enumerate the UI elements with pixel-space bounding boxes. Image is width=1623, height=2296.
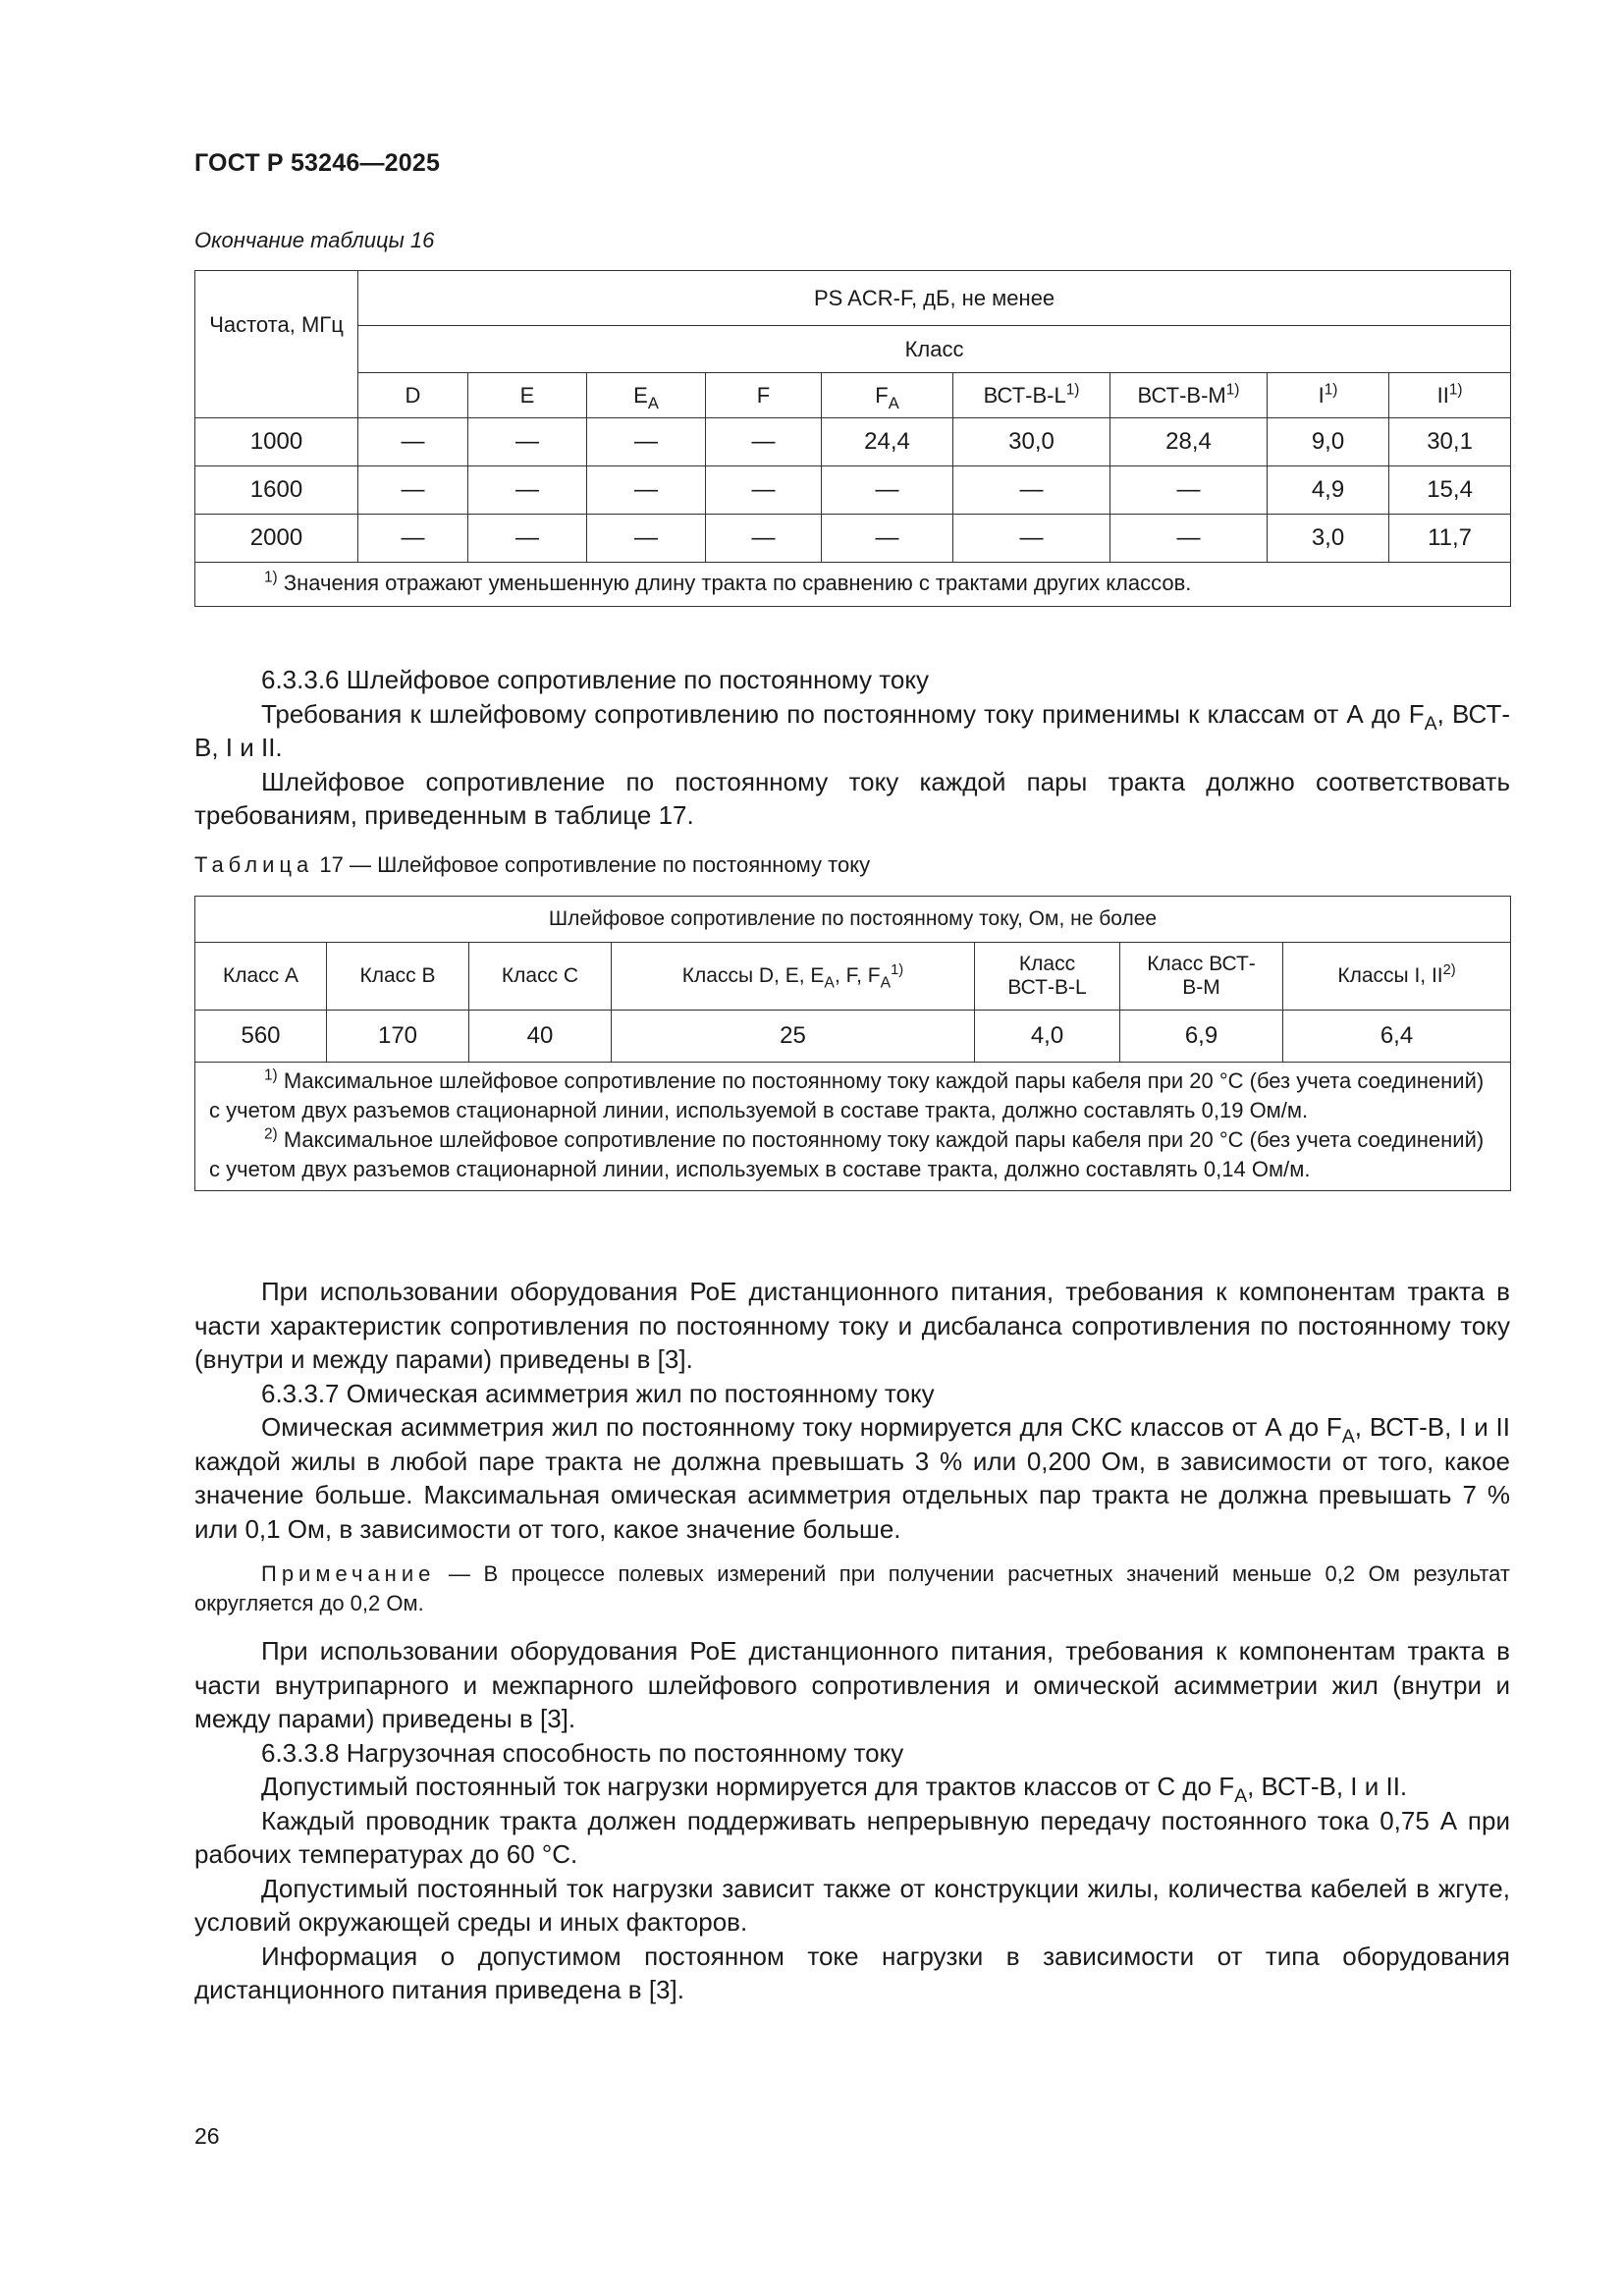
class-a-header: Класс А: [195, 943, 327, 1011]
paragraph: Каждый проводник тракта должен поддерживать непрерывную передачу постоянного тока 0,75 А при рабочих температурах до 60 °С.: [194, 1805, 1510, 1869]
value-cell: 560: [195, 1011, 327, 1063]
paragraph: Допустимый постоянный ток нагрузки зависит также от конструкции жилы, количества кабелей в жгуте, условий окружающей среды и иных факторов.: [194, 1873, 1510, 1937]
value-cell: —: [358, 466, 468, 515]
value-cell: —: [587, 466, 706, 515]
value-cell: —: [1110, 466, 1268, 515]
section-heading: 6.3.3.6 Шлейфовое сопротивление по постоянному току: [261, 665, 930, 694]
class-col-header: D: [358, 373, 468, 418]
value-cell: —: [1110, 515, 1268, 563]
class-b-header: Класс В: [327, 943, 469, 1011]
value-cell: 3,0: [1268, 515, 1389, 563]
body-text: [194, 1275, 1510, 2007]
table-17-title: Таблица 17 — Шлейфовое сопротивление по постоянному току: [194, 852, 871, 877]
section-heading: 6.3.3.7 Омическая асимметрия жил по постоянному току: [261, 1378, 935, 1408]
note: Примечание — В процессе полевых измерений при получении расчетных значений меньше 0,2 Ом результат округляется до 0,2 Ом.: [194, 1561, 1510, 1615]
paragraph: Информация о допустимом постоянном токе нагрузки в зависимости от типа оборудования дистанционного питания приведена в [3].: [194, 1941, 1510, 2004]
value-cell: —: [706, 515, 822, 563]
value-cell: 4,0: [975, 1011, 1120, 1063]
class-col-header: II$^{1)}$: [1389, 373, 1511, 418]
page-number: 26: [194, 2123, 220, 2149]
value-cell: —: [706, 466, 822, 515]
document-code: ГОСТ Р 53246—2025: [194, 149, 441, 177]
frequency-header: Частота, МГц: [195, 271, 358, 418]
paragraph: При использовании оборудования РоЕ дистанционного питания, требования к компонентам тракта в части внутрипарного и межпарного шлейфового сопротивления и омической асимметрии жил (внутри и между парами) приведены в [3].: [194, 1636, 1510, 1733]
value-cell: —: [822, 466, 953, 515]
class-col-header: ВСТ-$В-М^{1)}$: [1110, 373, 1268, 418]
footnote-1: $^{1)}$ Максимальное шлейфовое сопротивление по постоянному току каждой пары кабеля при 20 °С (без учета соединений) с учетом двух разъемов стационарной линии, используемой в составе тракта, должно составлять 0,19 Ом/м.: [209, 1066, 1485, 1122]
class-c-header: Класс С: [469, 943, 612, 1011]
frequency-cell: 1600: [195, 466, 358, 515]
table-row: [195, 466, 1511, 515]
classes-i-ii-header: Классы I, II$^{2)}$: [1283, 943, 1511, 1011]
value-cell: 11,7: [1389, 515, 1511, 563]
class-col-header: $I^{1)}$: [1268, 373, 1389, 418]
class-col-header: $E_A$: [587, 373, 706, 418]
class-header: Класс: [358, 326, 1511, 373]
class-col-header: $F_A$: [822, 373, 953, 418]
paragraph: При использовании оборудования РоЕ дистанционного питания, требования к компонентам тракта в части характеристик сопротивления по постоянному току и дисбаланса сопротивления по постоянному току (внутри и между парами) приведены в [3].: [194, 1277, 1510, 1374]
frequency-cell: 2000: [195, 515, 358, 563]
value-cell: 15,4: [1389, 466, 1511, 515]
value-cell: 4,9: [1268, 466, 1389, 515]
section-6-3-3-6: [194, 663, 1510, 833]
value-cell: 6,4: [1283, 1011, 1511, 1063]
value-cell: 9,0: [1268, 418, 1389, 466]
table-17-footnotes: [195, 1063, 1511, 1191]
value-cell: —: [953, 466, 1110, 515]
table-row: [195, 515, 1511, 563]
value-cell: 170: [327, 1011, 469, 1063]
value-cell: 25: [612, 1011, 975, 1063]
value-cell: 30,1: [1389, 418, 1511, 466]
value-cell: —: [587, 515, 706, 563]
value-cell: —: [468, 418, 587, 466]
value-cell: —: [468, 466, 587, 515]
frequency-cell: 1000: [195, 418, 358, 466]
value-cell: 6,9: [1120, 1011, 1283, 1063]
classes-d-fa-header: Классы D, E, $E_A$, F, $F_A^{1)}$: [612, 943, 975, 1011]
class-bst-b-m-header: Класс ВСТ- В-М: [1120, 943, 1283, 1011]
section-heading: 6.3.3.8 Нагрузочная способность по постоянному току: [261, 1737, 904, 1768]
table-16-footnote: $^{1)}$ Значения отражают уменьшенную длину тракта по сравнению с трактами других классов.: [195, 563, 1511, 607]
paragraph: Шлейфовое сопротивление по постоянному току каждой пары тракта должно соответствовать требованиям, приведенным в таблице 17.: [194, 766, 1510, 830]
table-16: [194, 270, 1511, 607]
value-cell: —: [587, 418, 706, 466]
table-17: [194, 896, 1511, 1191]
value-cell: —: [953, 515, 1110, 563]
paragraph: Допустимый постоянный ток нагрузки нормируется для трактов классов от С до $F_A$, ВСТ-В, I и II.: [261, 1772, 1408, 1807]
value-cell: 40: [469, 1011, 612, 1063]
value-cell: —: [358, 515, 468, 563]
value-cell: 30,0: [953, 418, 1110, 466]
class-col-header: ВСТ-$В-L^{1)}$: [953, 373, 1110, 418]
value-cell: —: [358, 418, 468, 466]
value-cell: 24,4: [822, 418, 953, 466]
table-continuation-caption: Окончание таблицы 16: [194, 228, 435, 252]
ps-acr-f-header: PS ACR-F, дБ, не менее: [358, 271, 1511, 326]
paragraph: Омическая асимметрия жил по постоянному току нормируется для СКС классов от А до $F_A$, ВСТ-В, I и II каждой жилы в любой паре тракта не должна превышать 3 % или 0,200 Ом, в зависимости от того, какое значение больше. Максимальная омическая асимметрия отдельных пар тракта не должна превышать 7 % или 0,1 Ом, в зависимости от того, какое значение больше.: [194, 1412, 1511, 1544]
dc-loop-resistance-header: Шлейфовое сопротивление по постоянному току, Ом, не более: [195, 897, 1511, 943]
value-cell: —: [706, 418, 822, 466]
value-cell: —: [468, 515, 587, 563]
class-col-header: F: [706, 373, 822, 418]
paragraph: Требования к шлейфовому сопротивлению по постоянному току применимы к классам от А до $F_A$, ВСТ-В, I и II.: [194, 698, 1510, 762]
value-cell: —: [822, 515, 953, 563]
value-cell: 28,4: [1110, 418, 1268, 466]
table-row: [195, 418, 1511, 466]
class-col-header: E: [468, 373, 587, 418]
class-bst-b-l-header: Класс ВСТ-В-L: [975, 943, 1120, 1011]
footnote-2: $^{2)}$ Максимальное шлейфовое сопротивление по постоянному току каждой пары кабеля при 20 °С (без учета соединений) с учетом двух разъемов стационарной линии, используемых в составе тракта, должно составлять 0,14 Ом/м.: [209, 1125, 1485, 1181]
